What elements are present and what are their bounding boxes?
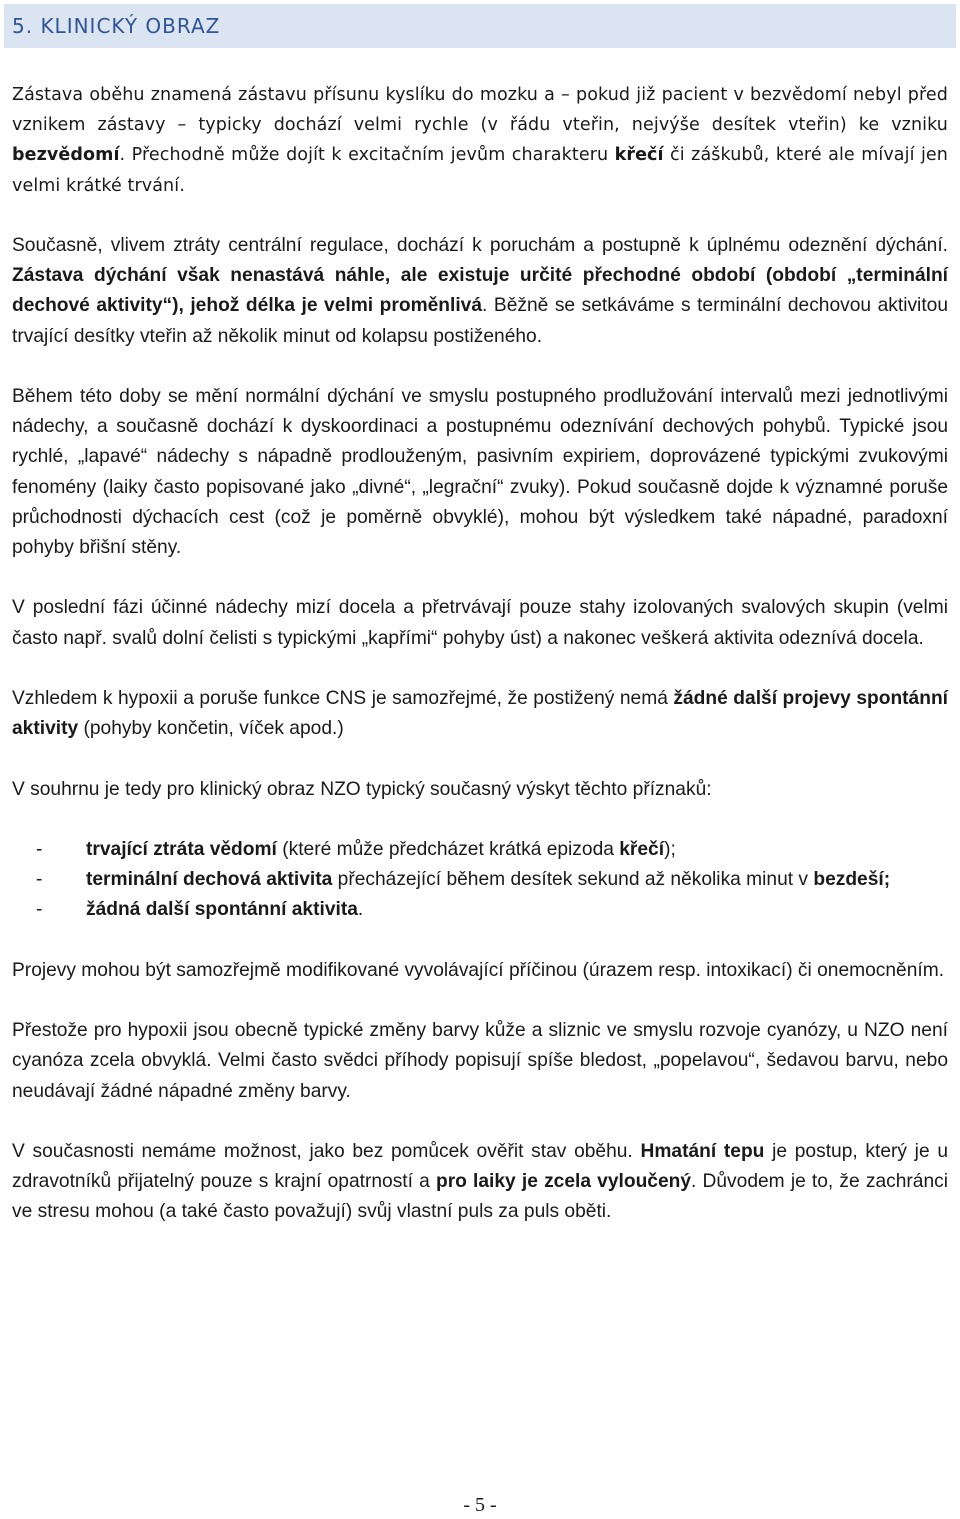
paragraph-8: Přestože pro hypoxii jsou obecně typické změny barvy kůže a sliznic ve smyslu rozvoje cyanózy, u NZO není cyanóza zcela obvyklá. Velmi často svědci příhody popisují spíše bledost, „popelavou“, šedavou barvu, nebo neudávají žádné nápadné změny barvy. xyxy=(12,1020,948,1102)
paragraph-3: Během této doby se mění normální dýchání ve smyslu postupného prodlužování intervalů mezi jednotlivými nádechy, a současně dochází k dyskoordinaci a postupnému odeznívání dechových pohybů. Typické jsou rychlé, „lapavé“ nádechy s nápadně prodlouženým, pasivním expiriem, doprovázené typickými zvukovými fenomény (laiky často popisované jako „divné“, „legrační“ zvuky). Pokud současně dojde k významné poruše průchodnosti dýchacích cest (což je poměrně obvyklé), mohou být výsledkem také nápadné, paradoxní pohyby břišní stěny. xyxy=(12,386,948,559)
paragraph-2: Současně, vlivem ztráty centrální regulace, dochází k poruchám a postupně k úplnému odeznění dýchání. Zástava dýchání však nenastává náhle, ale existuje určité přechodné období (období „terminální dechové aktivity“), jehož délka je velmi proměnlivá. Běžně se setkáváme s terminální dechovou aktivitou trvající desítky vteřin až několik minut od kolapsu postiženého. xyxy=(12,235,948,347)
paragraph-1: Zástava oběhu znamená zástavu přísunu kyslíku do mozku a – pokud již pacient v bezvědomí nebyl před vznikem zástavy – typicky dochází velmi rychle (v řádu vteřin, nejvýše desítek vteřin) ke vzniku bezvědomí. Přechodně může dojít k excitačním jevům charakteru křečí či záškubů, které ale mívají jen velmi krátké trvání. xyxy=(12,85,948,196)
page-number: - 5 - xyxy=(463,1494,497,1516)
paragraph-4: V poslední fázi účinné nádechy mizí docela a přetrvávají pouze stahy izolovaných svalových skupin (velmi často např. svalů dolní čelisti s typickými „kapřími“ pohyby úst) a nakonec veškerá aktivita odeznívá docela. xyxy=(12,597,948,649)
document-body xyxy=(12,80,948,1258)
list-item: - trvající ztráta vědomí (které může předcházet krátká epizoda křečí); xyxy=(36,838,676,860)
list-item: - terminální dechová aktivita přecházející během desítek sekund až několika minut v bezdeší; xyxy=(36,869,891,891)
paragraph-5: Vzhledem k hypoxii a poruše funkce CNS je samozřejmé, že postižený nemá žádné další projevy spontánní aktivity (pohyby končetin, víček apod.) xyxy=(12,688,948,740)
section-heading: 5. KLINICKÝ OBRAZ xyxy=(12,14,221,38)
paragraph-6: V souhrnu je tedy pro klinický obraz NZO typický současný výskyt těchto příznaků: xyxy=(12,778,712,800)
section-heading-bar xyxy=(4,4,956,48)
symptom-list xyxy=(12,835,948,926)
paragraph-7: Projevy mohou být samozřejmě modifikované vyvolávající příčinou (úrazem resp. intoxikací) či onemocněním. xyxy=(12,959,945,981)
paragraph-9: V současnosti nemáme možnost, jako bez pomůcek ověřit stav oběhu. Hmatání tepu je postup, který je u zdravotníků přijatelný pouze s krajní opatrností a pro laiky je zcela vyloučený. Důvodem je to, že zachránci ve stresu mohou (a také často považují) svůj vlastní puls za puls oběti. xyxy=(12,1140,948,1223)
list-item: - žádná další spontánní aktivita. xyxy=(36,899,364,921)
